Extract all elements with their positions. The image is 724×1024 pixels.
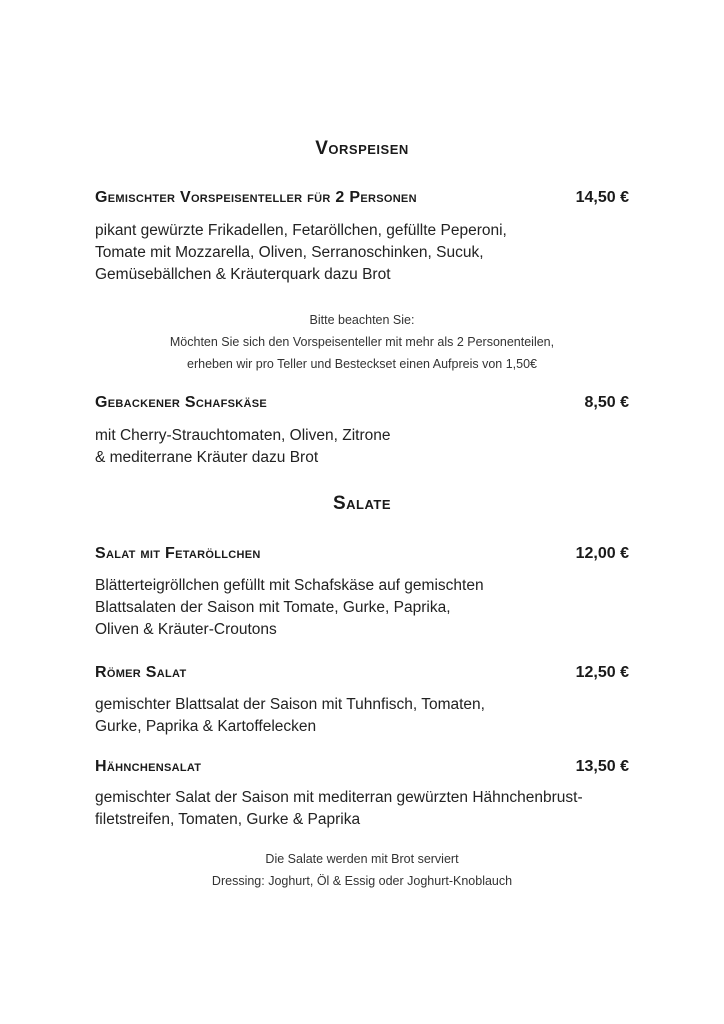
item-description (95, 694, 655, 738)
item-price: 12,50 € (575, 664, 629, 681)
item-price: 8,50 € (584, 394, 629, 411)
section-title-salate: Salate (332, 493, 392, 514)
item-description (95, 220, 655, 286)
item-price: 13,50 € (575, 758, 629, 775)
description-line: Tomate mit Mozzarella, Oliven, Serranoschinken, Sucuk, (95, 244, 484, 261)
description-line: & mediterrane Kräuter dazu Brot (95, 449, 319, 466)
description-line: Gemüsebällchen & Kräuterquark dazu Brot (95, 266, 391, 283)
description-line: Gurke, Paprika & Kartoffelecken (95, 718, 317, 735)
note-line: Dressing: Joghurt, Öl & Essig oder Joghurt-Knoblauch (211, 874, 513, 888)
item-name: Hähnchensalat (95, 758, 202, 775)
menu-item-header (95, 394, 629, 412)
section-title-vorspeisen: Vorspeisen (315, 138, 409, 159)
note-line: Die Salate werden mit Brot serviert (265, 852, 459, 866)
item-price: 12,00 € (575, 545, 629, 562)
description-line: pikant gewürzte Frikadellen, Fetaröllchen, gefüllte Peperoni, (95, 222, 507, 239)
item-name: Römer Salat (95, 664, 187, 681)
note-line: Bitte beachten Sie: (309, 313, 415, 327)
menu-item-header (95, 189, 629, 207)
description-line: mit Cherry-Strauchtomaten, Oliven, Zitrone (95, 427, 391, 444)
description-line: gemischter Blattsalat der Saison mit Tuhnfisch, Tomaten, (95, 696, 485, 713)
description-line: Blätterteigröllchen gefüllt mit Schafskäse auf gemischten (95, 577, 484, 594)
item-description (95, 425, 655, 469)
description-line: filetstreifen, Tomaten, Gurke & Paprika (95, 811, 361, 828)
item-price: 14,50 € (575, 189, 629, 206)
note-line: Möchten Sie sich den Vorspeisenteller mit mehr als 2 Personenteilen, (169, 335, 555, 349)
description-line: gemischter Salat der Saison mit mediterran gewürzten Hähnchenbrust- (95, 789, 583, 806)
note-vorspeisen (0, 309, 724, 375)
item-description (95, 575, 655, 641)
menu-item-header (95, 545, 629, 563)
note-salate (0, 848, 724, 892)
menu-item-header (95, 664, 629, 682)
description-line: Oliven & Kräuter-Croutons (95, 621, 277, 638)
description-line: Blattsalaten der Saison mit Tomate, Gurke, Paprika, (95, 599, 451, 616)
item-name: Gebackener Schafskäse (95, 394, 267, 411)
menu-item-header (95, 758, 629, 776)
item-name: Gemischter Vorspeisenteller für 2 Personen (95, 189, 417, 206)
note-line: erheben wir pro Teller und Besteckset einen Aufpreis von 1,50€ (187, 357, 537, 371)
item-name: Salat mit Fetaröllchen (95, 545, 261, 562)
item-description (95, 787, 655, 831)
